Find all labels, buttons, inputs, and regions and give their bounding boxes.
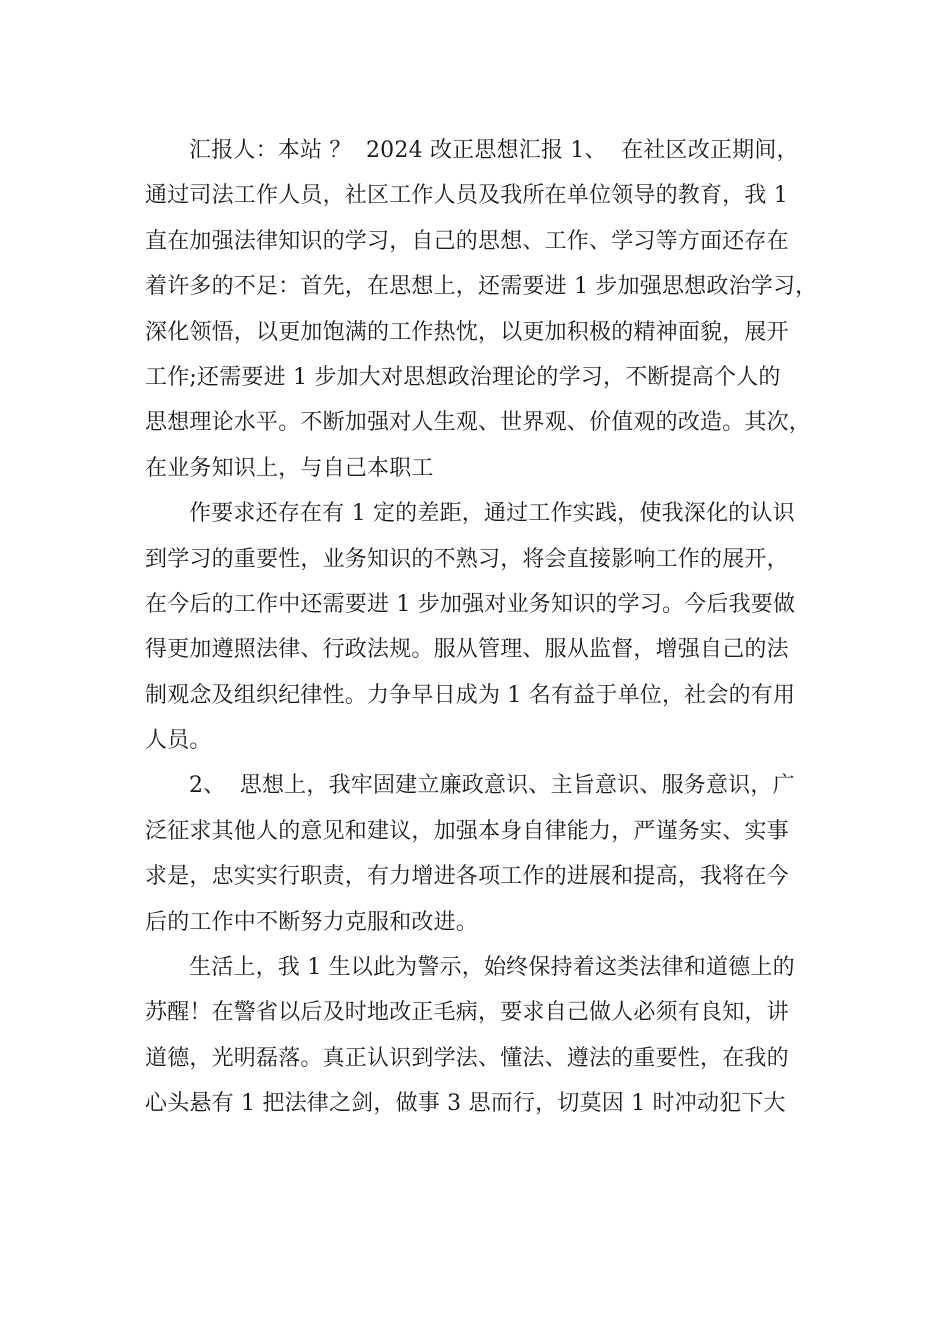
text-line: 2、 思想上，我牢固建立廉政意识、主旨意识、服务意识，广: [189, 773, 795, 799]
text-line: 作要求还存在有 1 定的差距，通过工作实践，使我深化的认识: [189, 501, 795, 527]
text-line: 心头悬有 1 把法律之剑，做事 3 思而行，切莫因 1 时冲动犯下大: [145, 1091, 786, 1117]
text-line: 思想理论水平。不断加强对人生观、世界观、价值观的改造。其次，: [145, 410, 812, 436]
text-line: 得更加遵照法律、行政法规。服从管理、服从监督，增强自己的法: [145, 637, 789, 663]
text-line: 道德，光明磊落。真正认识到学法、懂法、遵法的重要性，在我的: [145, 1045, 789, 1071]
text-line: 在业务知识上，与自己本职工: [145, 455, 434, 481]
text-line: 人员。: [145, 728, 212, 754]
text-line: 到学习的重要性，业务知识的不熟习，将会直接影响工作的展开，: [145, 546, 789, 572]
text-line: 生活上，我 1 生以此为警示，始终保持着这类法律和道德上的: [189, 955, 795, 981]
text-line: 在今后的工作中还需要进 1 步加强对业务知识的学习。今后我要做: [145, 591, 796, 617]
text-line: 求是，忠实实行职责，有力增进各项工作的进展和提高，我将在今: [145, 864, 789, 890]
text-line: 深化领悟，以更加饱满的工作热忱，以更加积极的精神面貌，展开: [145, 319, 789, 345]
text-line: 苏醒！在警省以后及时地改正毛病，要求自己做人必须有良知，讲: [145, 1000, 789, 1026]
text-line: 后的工作中不断努力克服和改进。: [145, 909, 479, 935]
text-line: 工作;还需要进 1 步加大对思想政治理论的学习，不断提高个人的: [145, 364, 781, 390]
text-line: 泛征求其他人的意见和建议，加强本身自律能力，严谨务实、实事: [145, 818, 789, 844]
document-body: [145, 128, 825, 1127]
paragraph-3: [145, 763, 825, 945]
text-line: 通过司法工作人员，社区工作人员及我所在单位领导的教育，我 1: [145, 183, 788, 209]
text-line: 汇报人：本站 ？ 2024 改正思想汇报 1、 在社区改正期间，: [189, 138, 799, 163]
paragraph-1: [145, 128, 825, 491]
text-line: 制观念及组织纪律性。力争早日成为 1 名有益于单位，社会的有用: [145, 682, 796, 708]
paragraph-2: [145, 491, 825, 763]
text-line: 直在加强法律知识的学习，自己的思想、工作、学习等方面还存在: [145, 228, 789, 254]
text-line: 着许多的不足：首先，在思想上，还需要进 1 步加强思想政治学习，: [145, 274, 818, 300]
paragraph-4: [145, 945, 825, 1127]
